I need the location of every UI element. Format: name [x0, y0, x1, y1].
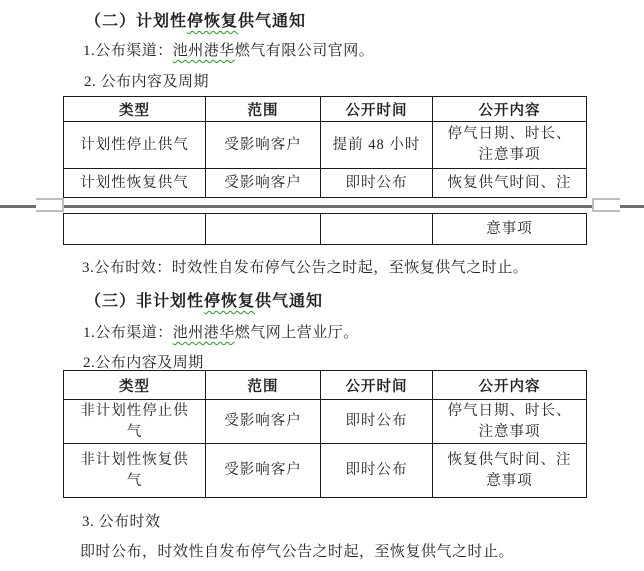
unplanned-channel-line [83, 321, 359, 342]
page-break-right-bracket-icon [592, 198, 620, 212]
table-row [64, 400, 587, 444]
planned-content-period-line: 2. 公布内容及周期 [84, 74, 210, 90]
planned-outage-table-continuation [63, 213, 587, 245]
cell-scope: 受影响客户 [206, 444, 321, 498]
table-row [64, 169, 587, 198]
col-header-time: 公开时间 [321, 97, 433, 122]
cell-time: 即时公布 [321, 169, 433, 198]
section-planned-heading [85, 8, 306, 31]
page-break-line [0, 205, 644, 208]
cell-time: 即时公布 [321, 444, 433, 498]
section-unplanned-heading [85, 288, 323, 311]
cell-content: 停气日期、时长、 注意事项 [433, 122, 587, 169]
cell-content: 意事项 [433, 214, 587, 245]
cell-type: 计划性恢复供气 [64, 169, 206, 198]
cell-content: 停气日期、时长、 注意事项 [433, 400, 587, 444]
unplanned-timeliness-label: 3. 公布时效 [82, 514, 161, 530]
col-header-content: 公开内容 [433, 97, 587, 122]
cell-scope [206, 214, 321, 245]
heading-text: （二）计划性 [85, 13, 188, 30]
cell-content: 恢复供气时间、注 [433, 169, 587, 198]
planned-outage-table [63, 96, 587, 198]
cell-time: 即时公布 [321, 400, 433, 444]
cell-type: 非计划性停止供 气 [64, 400, 206, 444]
col-header-time: 公开时间 [321, 371, 433, 400]
unplanned-timeliness-text: 即时公布，时效性自发布停气公告之时起，至恢复供气之时止。 [80, 544, 515, 560]
channel-value: 燃气网上营业厅。 [234, 325, 359, 341]
cell-type: 计划性停止供气 [64, 122, 206, 169]
unplanned-outage-table [63, 370, 587, 498]
cell-time [321, 214, 433, 245]
spellcheck-squiggle-text: 池州港华 [172, 325, 235, 341]
page-break-left-bracket-icon [36, 198, 64, 212]
planned-timeliness-line: 3.公布时效：时效性自发布停气公告之时起，至恢复供气之时止。 [82, 260, 529, 276]
table-header-row [64, 371, 587, 400]
table-row [64, 122, 587, 169]
cell-type: 非计划性恢复供 气 [64, 444, 206, 498]
table-row [64, 214, 587, 245]
spellcheck-squiggle-text: 停恢复 [187, 13, 239, 30]
cell-scope: 受影响客户 [206, 169, 321, 198]
channel-label: 1.公布渠道： [83, 43, 173, 59]
col-header-scope: 范围 [206, 97, 321, 122]
cell-type [64, 214, 206, 245]
col-header-scope: 范围 [206, 371, 321, 400]
table-header-row [64, 97, 587, 122]
channel-value: 燃气有限公司官网。 [234, 43, 375, 59]
planned-channel-line [83, 39, 374, 60]
spellcheck-squiggle-text: 池州港华 [172, 43, 235, 59]
cell-time: 提前 48 小时 [321, 122, 433, 169]
cell-scope: 受影响客户 [206, 400, 321, 444]
heading-text: 供气通知 [255, 293, 324, 310]
heading-text: （三）非计划性 [85, 293, 205, 310]
col-header-content: 公开内容 [433, 371, 587, 400]
table-row [64, 444, 587, 498]
cell-content: 恢复供气时间、注 意事项 [433, 444, 587, 498]
col-header-type: 类型 [64, 371, 206, 400]
unplanned-content-period-line: 2.公布内容及周期 [83, 355, 204, 371]
col-header-type: 类型 [64, 97, 206, 122]
channel-label: 1.公布渠道： [83, 325, 173, 341]
heading-text: 供气通知 [238, 13, 307, 30]
cell-scope: 受影响客户 [206, 122, 321, 169]
spellcheck-squiggle-text: 停恢复 [204, 293, 256, 310]
